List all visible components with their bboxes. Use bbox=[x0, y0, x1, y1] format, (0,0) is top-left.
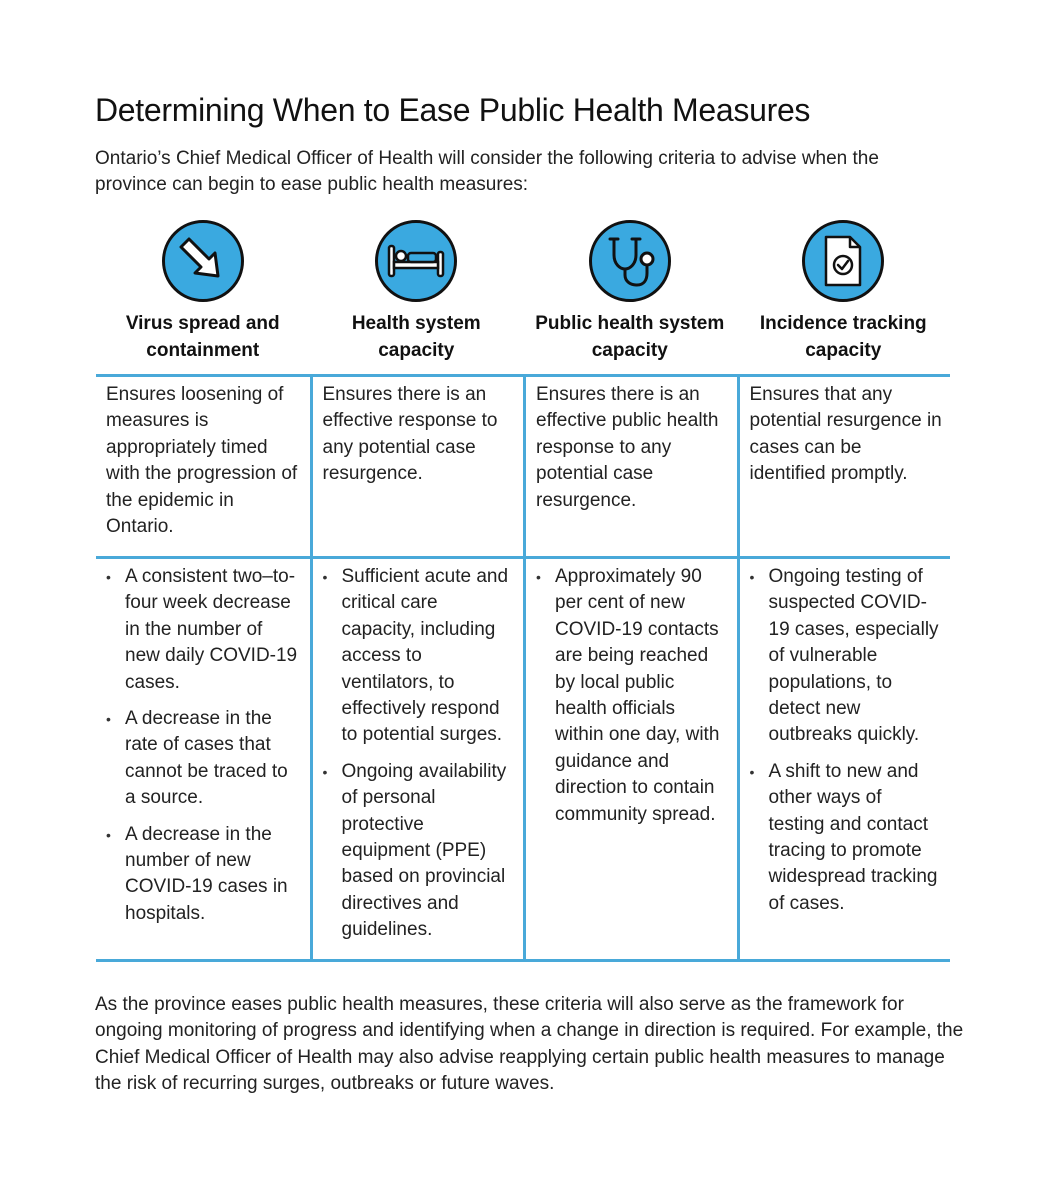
list-item: • A shift to new and other ways of testing and contact tracing to promote widespread tracking of cases. bbox=[750, 759, 943, 917]
list-item: • Sufficient acute and critical care capacity, including access to ventilators, to effectively respond to potential surges. bbox=[323, 564, 516, 749]
column-title: Health system capacity bbox=[351, 313, 481, 361]
criteria-cell bbox=[96, 559, 310, 959]
description-cell: Ensures there is an effective public health response to any potential case resurgence. bbox=[523, 377, 737, 556]
page-title: Determining When to Ease Public Health Measures bbox=[95, 92, 811, 128]
criteria-cell bbox=[737, 559, 951, 959]
column-title: Incidence tracking capacity bbox=[759, 313, 927, 361]
hospital-bed-icon bbox=[375, 220, 457, 302]
criteria-list bbox=[106, 564, 302, 927]
list-item: • Ongoing availability of personal protective equipment (PPE) based on provincial directives and guidelines. bbox=[323, 759, 516, 944]
criteria-list bbox=[750, 564, 943, 917]
column-header-public-health bbox=[523, 220, 737, 370]
criteria-table bbox=[96, 374, 950, 962]
criteria-cell bbox=[310, 559, 524, 959]
description-cell: Ensures there is an effective response to any potential case resurgence. bbox=[310, 377, 524, 556]
list-item: • Ongoing testing of suspected COVID-19 cases, especially of vulnerable populations, to detect new outbreaks quickly. bbox=[750, 564, 943, 749]
column-header-virus-spread bbox=[96, 220, 310, 370]
criteria-list bbox=[323, 564, 516, 944]
list-item: • A decrease in the number of new COVID-19 cases in hospitals. bbox=[106, 822, 302, 928]
criteria-headers bbox=[96, 220, 950, 370]
list-item: • Approximately 90 per cent of new COVID-19 contacts are being reached by local public health officials within one day, with guidance and direction to contain community spread. bbox=[536, 564, 729, 828]
list-item: • A consistent two–to-four week decrease in the number of new daily COVID-19 cases. bbox=[106, 564, 302, 696]
column-title: Public health system capacity bbox=[535, 313, 725, 361]
criteria-row bbox=[96, 559, 950, 959]
description-cell: Ensures that any potential resurgence in cases can be identified promptly. bbox=[737, 377, 951, 556]
intro-text: Ontario’s Chief Medical Officer of Health will consider the following criteria to advise when the province can begin to ease public health measures: bbox=[95, 148, 879, 195]
column-header-health-system bbox=[310, 220, 524, 370]
footer-text: As the province eases public health measures, these criteria will also serve as the framework for ongoing monitoring of progress and identifying when a change in direction is required. For example, the Chief Medical Officer of Health may also advise reapplying certain public health measures to manage the risk of recurring surges, outbreaks or future waves. bbox=[95, 994, 964, 1095]
document-check-icon bbox=[802, 220, 884, 302]
stethoscope-icon bbox=[589, 220, 671, 302]
list-item: • A decrease in the rate of cases that cannot be traced to a source. bbox=[106, 706, 302, 812]
arrow-down-right-icon bbox=[162, 220, 244, 302]
column-header-incidence-tracking bbox=[737, 220, 951, 370]
criteria-cell bbox=[523, 559, 737, 959]
description-cell: Ensures loosening of measures is appropriately timed with the progression of the epidemic in Ontario. bbox=[106, 384, 298, 538]
criteria-list bbox=[536, 564, 729, 828]
column-title: Virus spread and containment bbox=[125, 313, 280, 361]
description-row bbox=[96, 377, 950, 559]
